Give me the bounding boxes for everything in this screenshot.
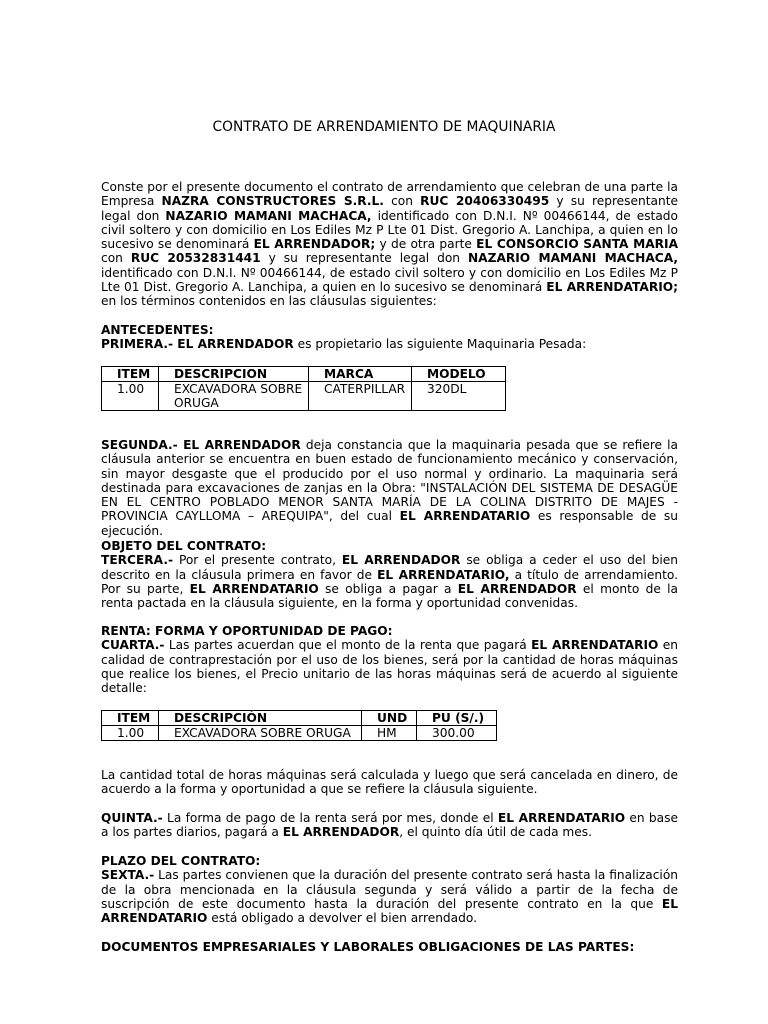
text-run: en calidad de contraprestación por el uso de los bienes, será por la cantidad de horas máquinas que realice los bienes, el Precio unitario de las horas máquinas será de acuerdo al siguiente detalle: <box>101 638 678 696</box>
bold-text: NAZARIO MAMANI MACHACA, <box>467 251 678 266</box>
text-run: a título de arrendamiento. Por su parte, <box>101 567 678 596</box>
text-run: el monto de la renta pactada en la cláusula siguiente, en la forma y oportunidad convenidas. <box>101 581 678 611</box>
bold-text: RUC 20532831441 <box>130 251 261 266</box>
table-cell: EXCAVADORA SOBRE ORUGA <box>159 726 362 741</box>
section-heading-antecedentes: ANTECEDENTES: <box>101 323 214 337</box>
text-run: en los términos contenidos en las cláusulas siguientes: <box>101 294 437 309</box>
table-header-cell: ITEM <box>102 367 159 382</box>
bold-text: EL ARRENDATARIO <box>399 509 531 524</box>
bold-text: QUINTA.- <box>101 811 163 825</box>
clause-quinta <box>101 811 678 840</box>
bold-text: EL ARRENDATARIO; <box>546 280 678 295</box>
price-table <box>101 710 497 741</box>
bold-text: EL ARRENDATARIO <box>497 811 626 825</box>
section-heading-renta: RENTA: FORMA Y OPORTUNIDAD DE PAGO: <box>101 624 393 638</box>
text-run: , el quinto día útil de cada mes. <box>399 825 593 840</box>
table-row <box>102 382 506 411</box>
section-heading-plazo: PLAZO DEL CONTRATO: <box>101 854 261 868</box>
bold-text: EL ARRENDATARIO <box>189 581 319 596</box>
table-cell: 320DL <box>412 382 506 411</box>
table-header-cell: DESCRIPCION <box>159 367 309 382</box>
clause-tercera <box>101 553 678 610</box>
table-cell: 300.00 <box>417 726 497 741</box>
text-run: identificado con D.N.I. Nº 00466144, de estado civil soltero y con domicilio en Los Ediles Mz P Lte 01 Dist. Gregorio A. Lanchipa, a quien en lo sucesivo se denominará <box>101 208 679 252</box>
table-header-cell: PU (S/.) <box>417 711 497 726</box>
renta-section <box>101 624 678 695</box>
bold-text: SEXTA.- <box>101 868 155 883</box>
table-header-cell: ITEM <box>102 711 159 726</box>
text-run: y su representante legal don <box>260 251 468 266</box>
table-header-cell: MODELO <box>412 367 506 382</box>
bold-text: EL ARRENDATARIO, <box>377 567 510 582</box>
text-run: Conste por el presente documento el contrato de arrendamiento que celebran de una parte la Empresa <box>101 180 678 209</box>
clause-sexta <box>101 868 678 925</box>
text-run: se obliga a pagar a <box>318 581 458 596</box>
table-cell: 1.00 <box>102 726 159 741</box>
text-run: Por el presente contrato, <box>173 553 342 568</box>
table-cell: EXCAVADORA SOBRE ORUGA <box>159 382 309 411</box>
text-run: La forma de pago de la renta será por mes, donde el <box>162 811 498 825</box>
bold-text: NAZRA CONSTRUCTORES S.R.L. <box>161 194 384 209</box>
paragraph-cantidad: La cantidad total de horas máquinas será calculada y luego que será cancelada en dinero, de acuerdo a la forma y oportunidad a que se refiere la cláusula siguiente. <box>101 768 678 797</box>
text-run: con <box>101 251 131 266</box>
bold-text: EL ARRENDADOR; <box>253 237 376 252</box>
bold-text: EL CONSORCIO SANTA MARIA <box>476 237 679 252</box>
table-cell: 1.00 <box>102 382 159 411</box>
document-title: CONTRATO DE ARRENDAMIENTO DE MAQUINARIA <box>212 119 556 135</box>
text-run: es propietario las siguiente Maquinaria Pesada: <box>293 337 587 352</box>
bold-text: CUARTA.- <box>101 638 165 653</box>
section-heading-objeto: OBJETO DEL CONTRATO: <box>101 539 267 553</box>
bold-text: TERCERA.- <box>101 553 174 568</box>
quinta-section <box>101 811 678 840</box>
antecedentes-section <box>101 323 678 352</box>
table-header-cell: DESCRIPCIÓN <box>159 711 362 726</box>
intro-section <box>101 180 678 309</box>
table-header-row <box>102 367 506 382</box>
plazo-section <box>101 854 678 925</box>
clause-primera <box>101 337 678 351</box>
bold-text: RUC 20406330495 <box>420 194 550 209</box>
intro-paragraph <box>101 180 678 309</box>
section-heading-documentos: DOCUMENTOS EMPRESARIALES Y LABORALES OBLIGACIONES DE LAS PARTES: <box>101 940 635 954</box>
bold-text: EL ARRENDATARIO <box>531 638 659 653</box>
bold-text: EL ARRENDADOR <box>457 581 577 596</box>
documentos-section <box>101 940 678 954</box>
text-run: está obligado a devolver el bien arrendado. <box>207 911 477 926</box>
bold-text: NAZARIO MAMANI MACHACA, <box>165 208 372 223</box>
text-run: y de otra parte <box>375 237 477 252</box>
bold-text: EL ARRENDADOR <box>341 553 461 568</box>
table-row <box>102 726 497 741</box>
text-run: es responsable de su ejecución. <box>101 509 678 538</box>
text-run: en base a los partes diarios, pagará a <box>101 811 678 840</box>
table-header-cell: MARCA <box>309 367 412 382</box>
text-run: deja constancia que la maquinaria pesada que se refiere la cláusula anterior se encuentra en buen estado de funcionamiento mecánico y conservación, sin mayor desgaste que el producido por el uso normal y ordinario. La maquinaria será destinada para excavaciones de zanjas en la Obra: "INSTALACIÓN DEL SISTEMA DE DESAGÜE EN EL CENTRO POBLADO MENOR SANTA MARÍA DE LA COLINA DISTRITO DE MAJES - PROVINCIA CAYLLOMA – AREQUIPA", del cual <box>101 438 678 524</box>
table-cell: CATERPILLAR <box>309 382 412 411</box>
text-run: se obliga a ceder el uso del bien descrito en la cláusula primera en favor de <box>101 553 678 582</box>
bold-text: EL ARRENDADOR <box>282 825 400 840</box>
table-header-row <box>102 711 497 726</box>
objeto-section <box>101 539 678 610</box>
table-header-cell: UND <box>362 711 417 726</box>
bold-text: EL ARRENDATARIO <box>101 896 678 926</box>
text-run: y su representante legal don <box>101 194 678 223</box>
bold-text: PRIMERA.- EL ARRENDADOR <box>101 337 294 352</box>
text-run: con <box>383 194 421 209</box>
text-run: Las partes acuerdan que el monto de la renta que pagará <box>164 638 532 653</box>
clause-segunda <box>101 438 678 538</box>
text-run: identificado con D.N.I. Nº 00466144, de estado civil soltero y con domicilio en Los Ediles Mz P Lte 01 Dist. Gregorio A. Lanchipa, a quien en lo sucesivo se denominará <box>101 265 678 295</box>
segunda-section <box>101 438 678 538</box>
bold-text: SEGUNDA.- EL ARRENDADOR <box>101 438 301 452</box>
cantidad-section <box>101 768 678 797</box>
table-cell: HM <box>362 726 417 741</box>
machinery-table <box>101 366 506 411</box>
text-run: Las partes convienen que la duración del presente contrato será hasta la finalización de la obra mencionada en la cláusula segunda y será válido a partir de la fecha de suscripción de este documento hasta la duración del presente contrato en la que <box>101 868 678 911</box>
clause-cuarta <box>101 638 678 695</box>
